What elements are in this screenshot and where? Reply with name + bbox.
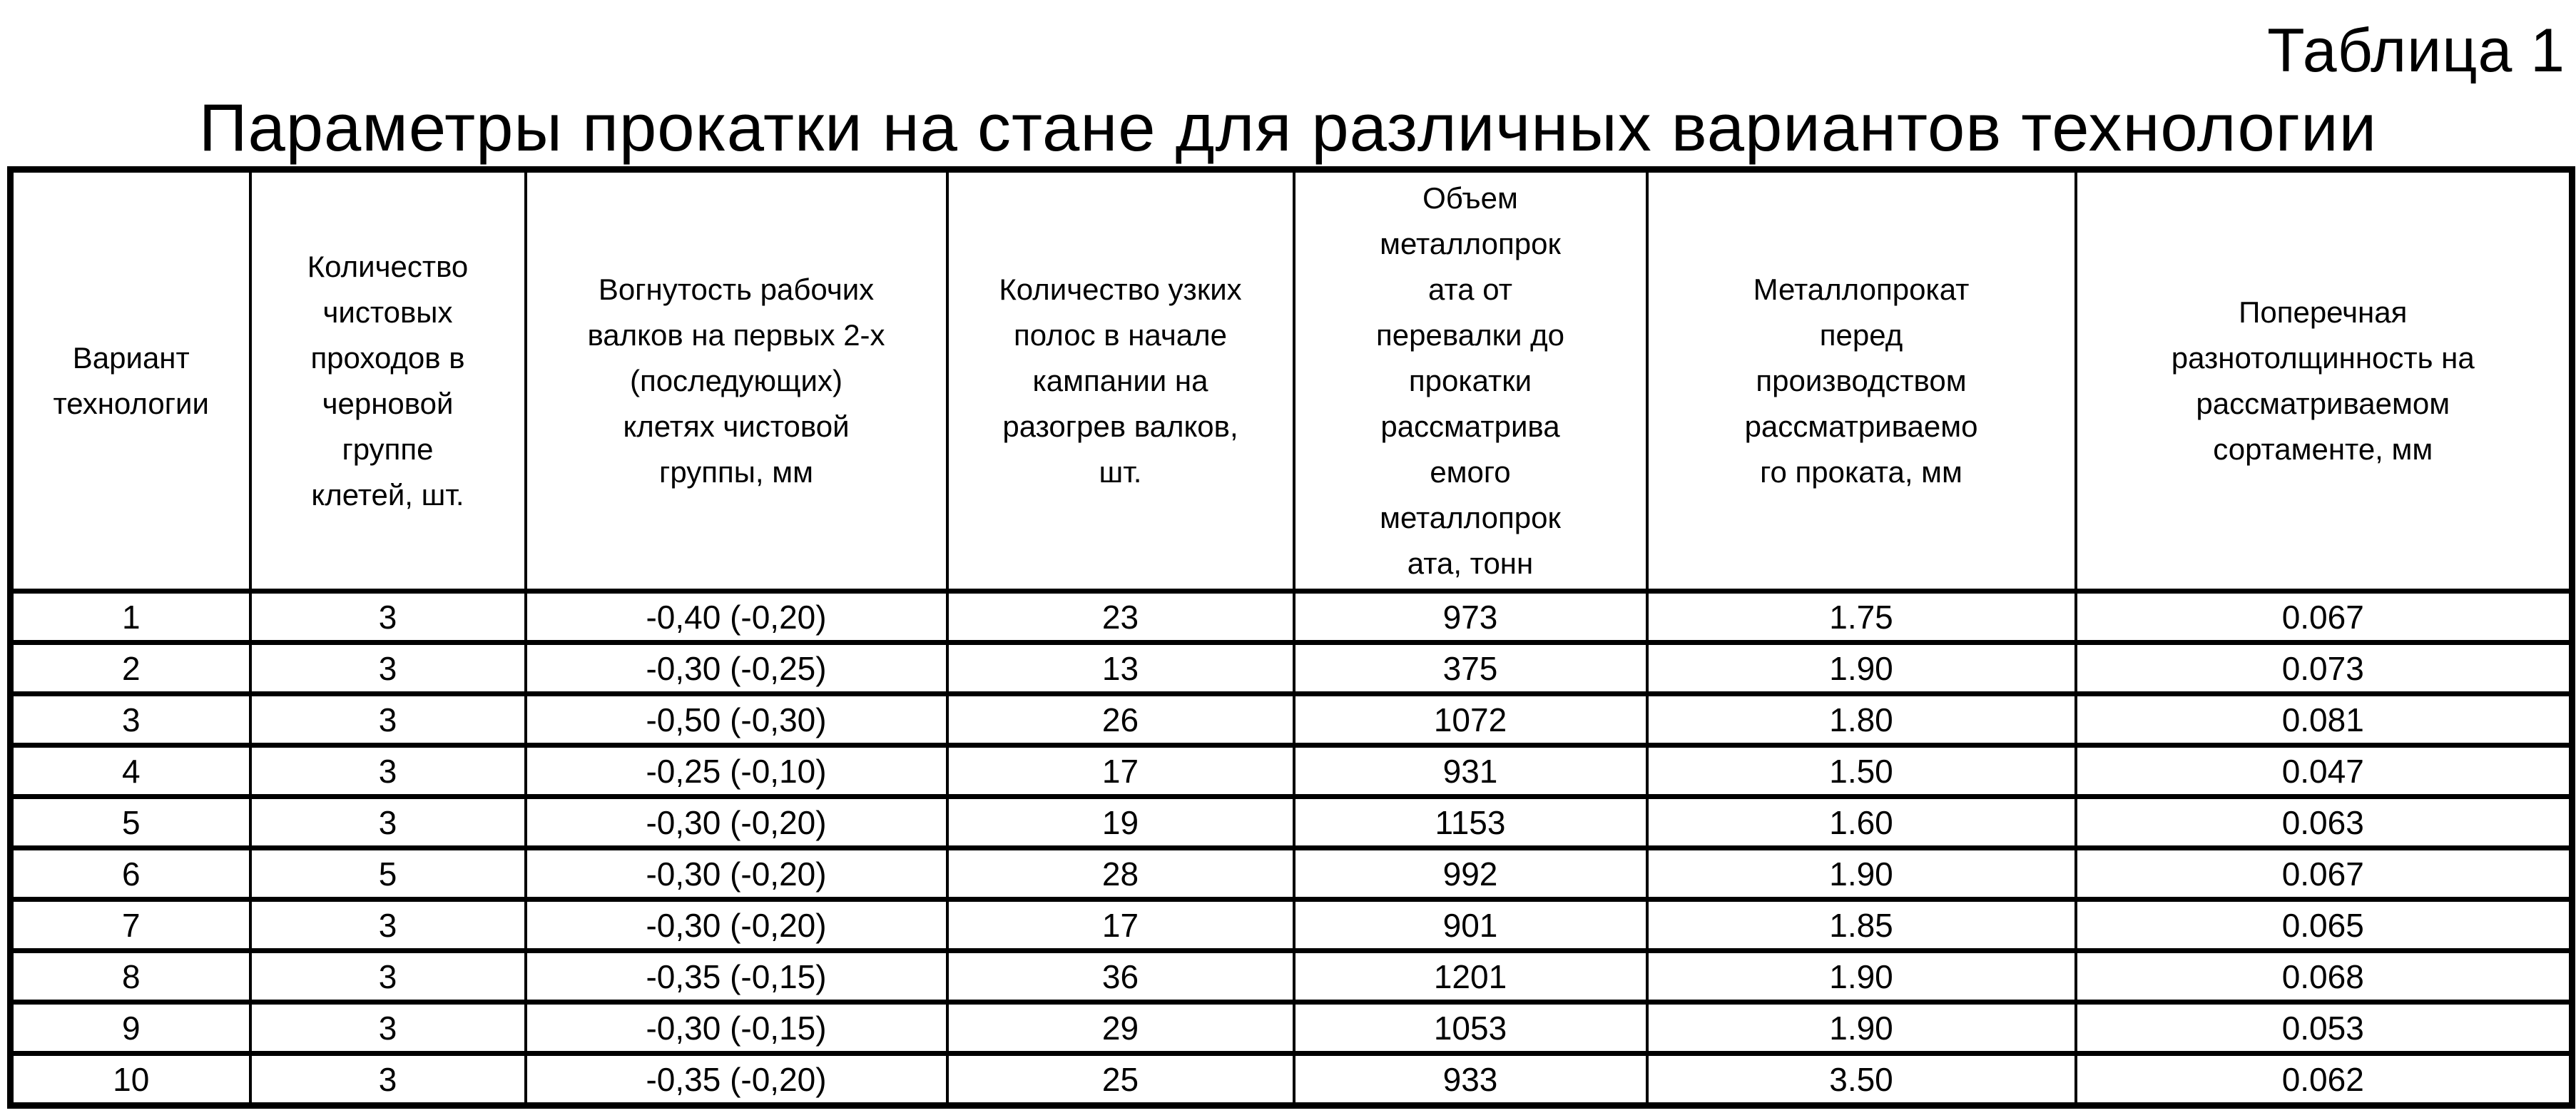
table-number-label: Таблица 1 xyxy=(2267,16,2565,85)
table-cell: -0,30 (-0,20) xyxy=(526,848,947,900)
table-cell: 1.85 xyxy=(1647,900,2076,951)
table-cell: 0.081 xyxy=(2076,694,2572,746)
table-cell: 7 xyxy=(11,900,250,951)
column-header-cross-thickness-variation: Поперечная разнотолщинность на рассматриваемом сортаменте, мм xyxy=(2076,170,2572,591)
table-row xyxy=(11,643,2572,694)
table-cell: 3 xyxy=(250,951,526,1002)
table-cell: 931 xyxy=(1294,746,1647,797)
table-cell: -0,50 (-0,30) xyxy=(526,694,947,746)
table-cell: 992 xyxy=(1294,848,1647,900)
table-row xyxy=(11,1002,2572,1054)
table-cell: 2 xyxy=(11,643,250,694)
table-cell: 0.067 xyxy=(2076,591,2572,643)
table-cell: 9 xyxy=(11,1002,250,1054)
table-cell: 1201 xyxy=(1294,951,1647,1002)
table-cell: 1053 xyxy=(1294,1002,1647,1054)
table-cell: 933 xyxy=(1294,1054,1647,1106)
table-cell: 0.062 xyxy=(2076,1054,2572,1106)
table-cell: -0,30 (-0,20) xyxy=(526,900,947,951)
table-cell: 10 xyxy=(11,1054,250,1106)
table-cell: 23 xyxy=(947,591,1294,643)
table-row xyxy=(11,848,2572,900)
column-header-narrow-strips: Количество узких полос в начале кампании на разогрев валков, шт. xyxy=(947,170,1294,591)
table-cell: 375 xyxy=(1294,643,1647,694)
table-cell: 1.90 xyxy=(1647,951,2076,1002)
table-cell: -0,40 (-0,20) xyxy=(526,591,947,643)
table-row xyxy=(11,797,2572,848)
table-cell: -0,35 (-0,20) xyxy=(526,1054,947,1106)
table-cell: 1.90 xyxy=(1647,1002,2076,1054)
table-cell: 901 xyxy=(1294,900,1647,951)
table-cell: 13 xyxy=(947,643,1294,694)
table-cell: 1.90 xyxy=(1647,848,2076,900)
table-cell: 17 xyxy=(947,900,1294,951)
table-cell: 3 xyxy=(11,694,250,746)
table-cell: 0.073 xyxy=(2076,643,2572,694)
table-cell: 1072 xyxy=(1294,694,1647,746)
table-row xyxy=(11,951,2572,1002)
table-cell: 1 xyxy=(11,591,250,643)
table-cell: 3 xyxy=(250,1002,526,1054)
table-cell: 1.60 xyxy=(1647,797,2076,848)
table-cell: 3.50 xyxy=(1647,1054,2076,1106)
table-cell: 17 xyxy=(947,746,1294,797)
table-cell: 973 xyxy=(1294,591,1647,643)
table-cell: 0.065 xyxy=(2076,900,2572,951)
table-cell: 1.80 xyxy=(1647,694,2076,746)
table-cell: 0.053 xyxy=(2076,1002,2572,1054)
table-cell: -0,30 (-0,20) xyxy=(526,797,947,848)
table-cell: -0,30 (-0,25) xyxy=(526,643,947,694)
header-row xyxy=(11,170,2572,591)
table-cell: -0,30 (-0,15) xyxy=(526,1002,947,1054)
table-row xyxy=(11,746,2572,797)
table-cell: 6 xyxy=(11,848,250,900)
table-cell: 25 xyxy=(947,1054,1294,1106)
table-cell: 5 xyxy=(11,797,250,848)
table-cell: 0.063 xyxy=(2076,797,2572,848)
table-row xyxy=(11,1054,2572,1106)
table-cell: 1.50 xyxy=(1647,746,2076,797)
parameters-table xyxy=(7,166,2575,1109)
table-cell: 3 xyxy=(250,797,526,848)
table-cell: -0,25 (-0,10) xyxy=(526,746,947,797)
table-cell: -0,35 (-0,15) xyxy=(526,951,947,1002)
column-header-stock-thickness: Металлопрокат перед производством рассматриваемо го проката, мм xyxy=(1647,170,2076,591)
table-cell: 1.90 xyxy=(1647,643,2076,694)
table-title: Параметры прокатки на стане для различных вариантов технологии xyxy=(198,90,2378,165)
table-cell: 36 xyxy=(947,951,1294,1002)
table-cell: 1.75 xyxy=(1647,591,2076,643)
table-cell: 29 xyxy=(947,1002,1294,1054)
table-cell: 3 xyxy=(250,591,526,643)
table-cell: 19 xyxy=(947,797,1294,848)
column-header-finishing-passes: Количество чистовых проходов в черновой группе клетей, шт. xyxy=(250,170,526,591)
table-cell: 3 xyxy=(250,643,526,694)
table-row xyxy=(11,591,2572,643)
table-cell: 8 xyxy=(11,951,250,1002)
table-cell: 1153 xyxy=(1294,797,1647,848)
table-cell: 3 xyxy=(250,1054,526,1106)
table-cell: 0.067 xyxy=(2076,848,2572,900)
table-cell: 3 xyxy=(250,746,526,797)
table-cell: 4 xyxy=(11,746,250,797)
table-cell: 0.047 xyxy=(2076,746,2572,797)
column-header-rolled-volume: Объем металлопрок ата от перевалки до прокатки рассматрива емого металлопрок ата, тонн xyxy=(1294,170,1647,591)
table-row xyxy=(11,694,2572,746)
table-cell: 3 xyxy=(250,900,526,951)
column-header-variant: Вариант технологии xyxy=(11,170,250,591)
table-cell: 5 xyxy=(250,848,526,900)
table-cell: 0.068 xyxy=(2076,951,2572,1002)
table-cell: 3 xyxy=(250,694,526,746)
table-cell: 28 xyxy=(947,848,1294,900)
column-header-roll-concavity: Вогнутость рабочих валков на первых 2-х (последующих) клетях чистовой группы, мм xyxy=(526,170,947,591)
table-row xyxy=(11,900,2572,951)
table-cell: 26 xyxy=(947,694,1294,746)
